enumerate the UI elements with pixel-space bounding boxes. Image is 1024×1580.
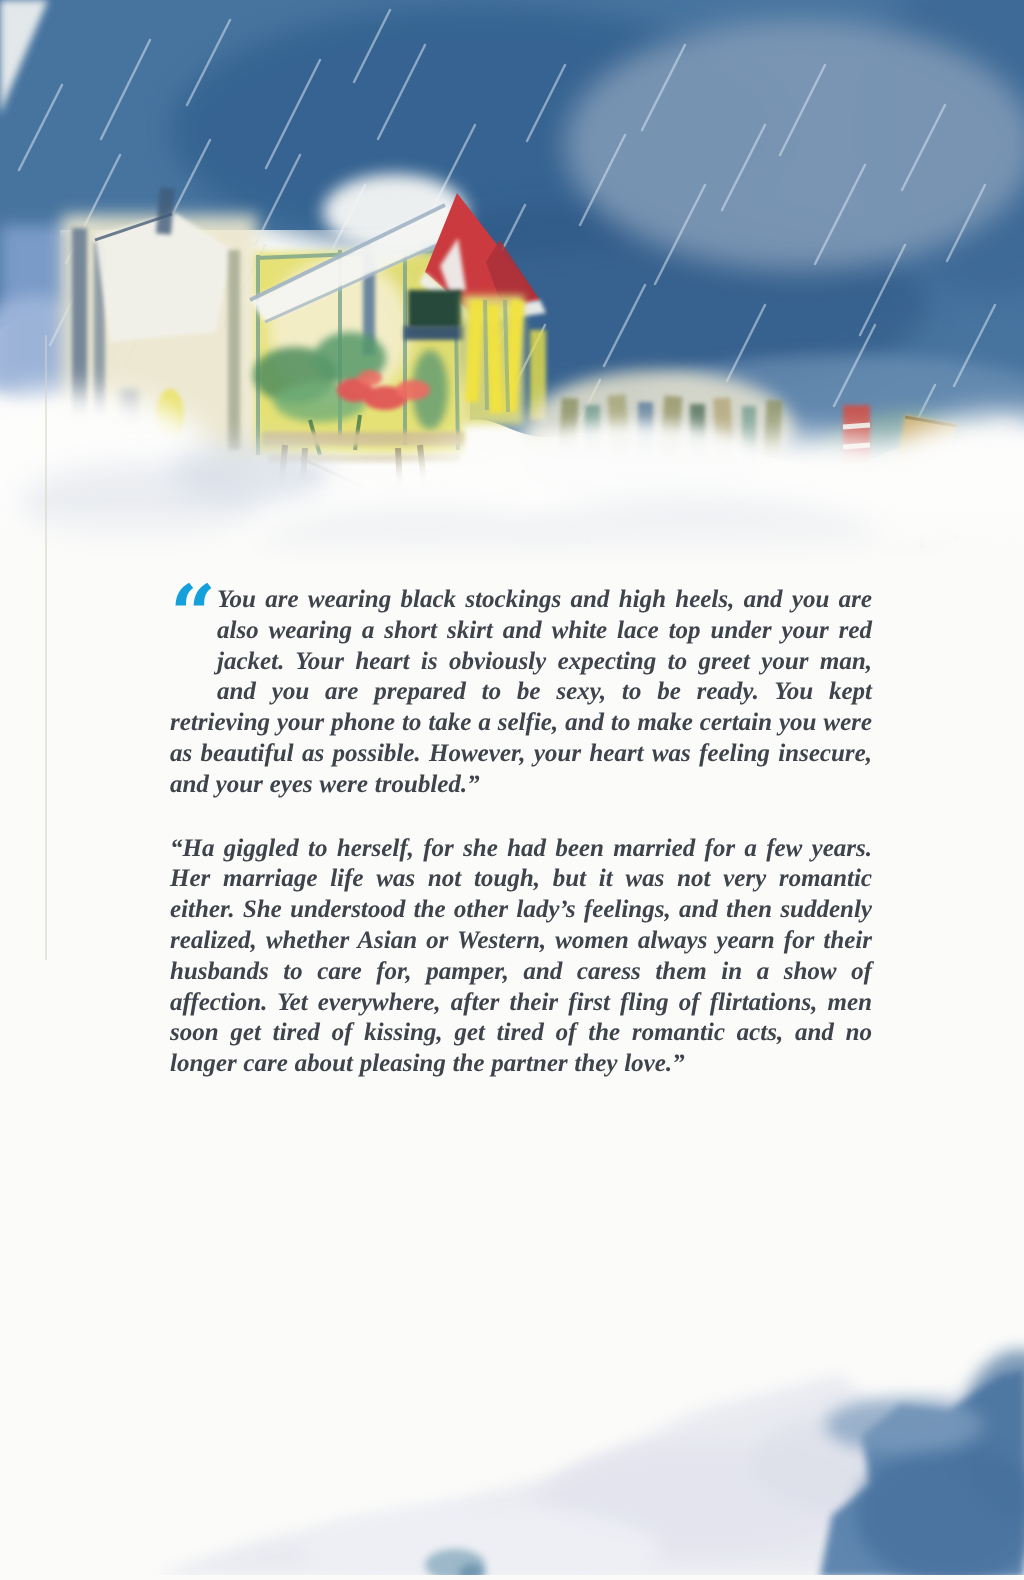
- text-block: [0, 567, 1024, 1080]
- quote-paragraph: [170, 567, 872, 801]
- market-scene-illustration: [0, 0, 1024, 565]
- narration-text: “Ha giggled to herself, for she had been married for a few years. Her marriage life was not tough, but it was not very romantic either. She understood the other lady’s feelings, and then suddenly realized, whether Asian or Western, women always yearn for their husbands to care for, pamper, and caress them in a show of affection. Yet everywhere, after their first fling of flirtations, men soon get tired of kissing, get tired of the romantic acts, and no longer care about pleasing the partner they love.”: [170, 834, 872, 1078]
- bottom-watercolor-decoration: [0, 1315, 1024, 1575]
- quote-text: You are wearing black stockings and high heels, and you are also wearing a short skirt and white lace top under your red jacket. Your heart is obviously expecting to greet your man, and you are prepared to be sexy, to be ready. You kept retrieving your phone to take a selfie, and to make certain you were as beautiful as possible. However, your heart was feeling insecure, and your eyes were troubled.”: [170, 586, 872, 798]
- stall-window: [408, 290, 462, 328]
- quote-glyph: “: [170, 567, 212, 661]
- narration-paragraph: [170, 834, 872, 1080]
- opening-quote-mark: [170, 567, 217, 681]
